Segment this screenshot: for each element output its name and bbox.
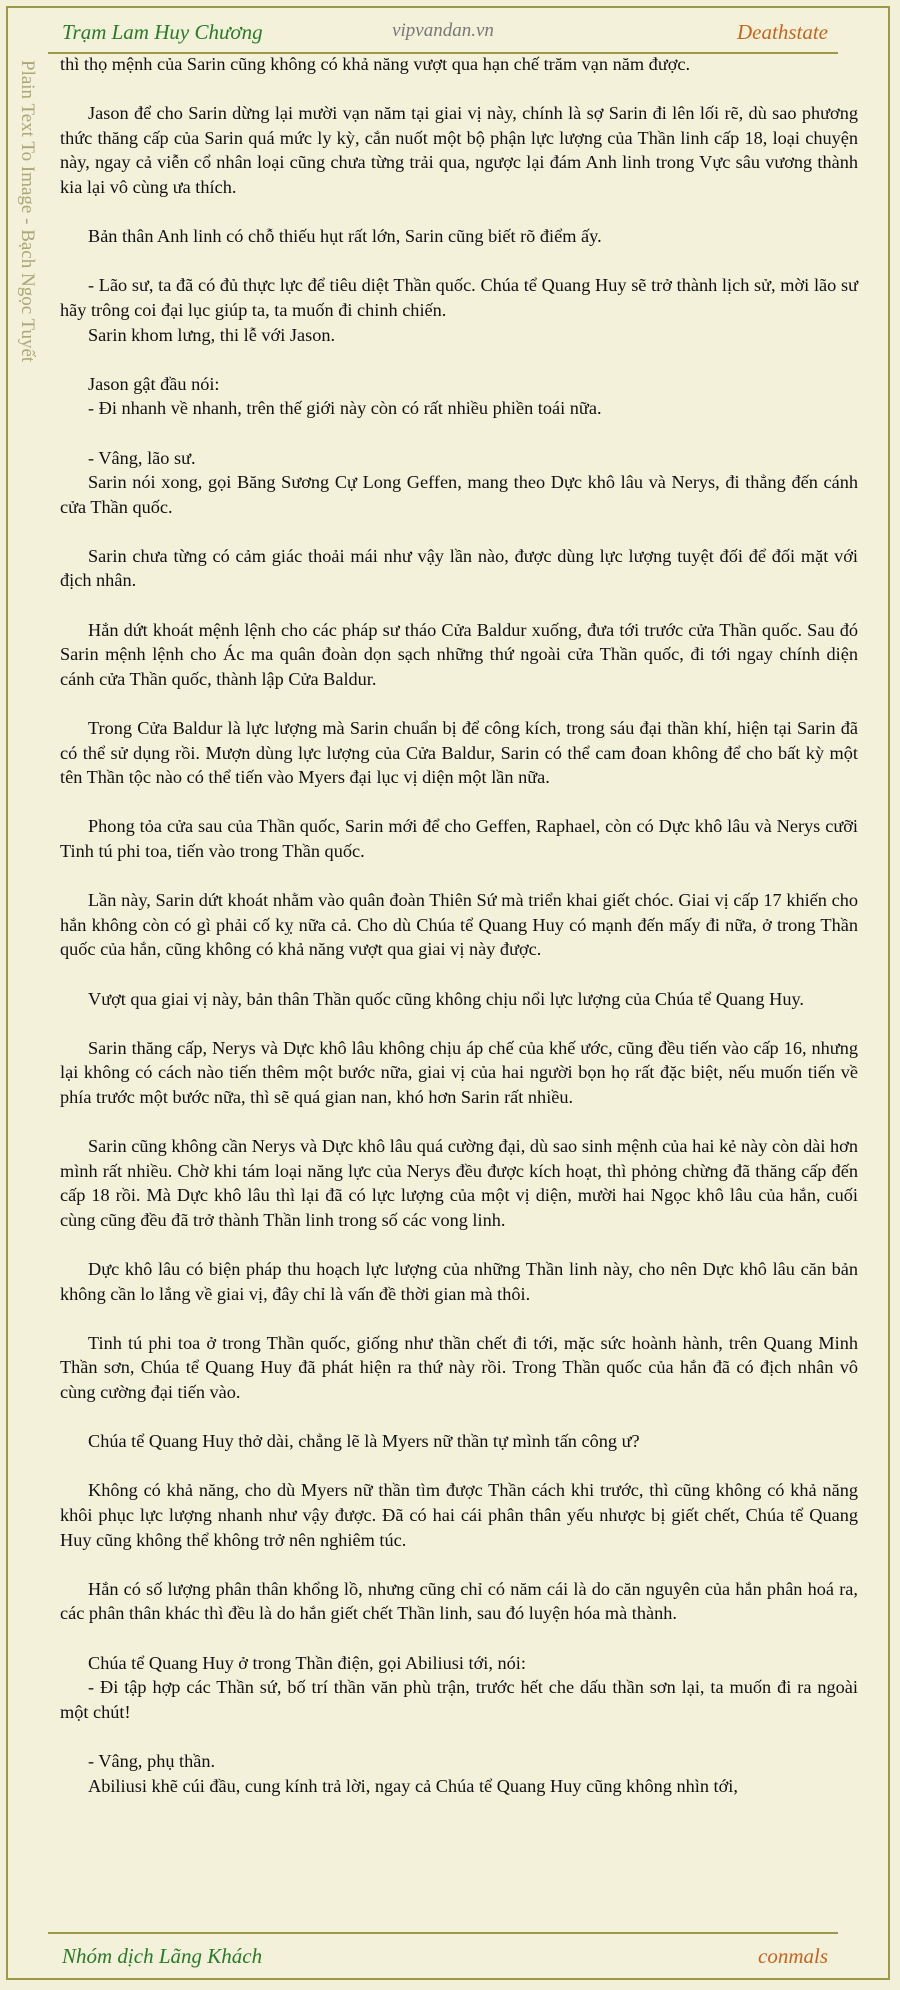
- page-header: [48, 8, 838, 54]
- dialogue-line: - Vâng, phụ thần.: [88, 1750, 216, 1771]
- footer-group: Nhóm dịch Lãng Khách: [62, 1944, 263, 1968]
- paragraph: Tinh tú phi toa ở trong Thần quốc, giống như thần chết đi tới, mặc sức hoành hành, trên Quang Minh Thần sơn, Chúa tể Quang Huy đã phát hiện ra thứ này rồi. Trong Thần quốc của hắn đã có địch nhân vô cùng cường đại tiến vào.: [60, 1332, 858, 1403]
- paragraph: Chúa tể Quang Huy ở trong Thần điện, gọi Abiliusi tới, nói:: [88, 1652, 526, 1673]
- header-author: Deathstate: [737, 20, 828, 44]
- dialogue-line: - Lão sư, ta đã có đủ thực lực để tiêu diệt Thần quốc. Chúa tể Quang Huy sẽ trở thành lịch sử, mời lão sư hãy trông coi đại lục giúp ta, ta muốn đi chinh chiến.: [60, 275, 858, 320]
- paragraph: Trong Cửa Baldur là lực lượng mà Sarin chuẩn bị để công kích, trong sáu đại thần khí, hiện tại Sarin đã có thể sử dụng rồi. Mượn dùng lực lượng của Cửa Baldur, Sarin có thể cam đoan không để cho bất kỳ một tên Thần tộc nào có thể tiến vào Myers đại lục vị diện một lần nữa.: [60, 718, 858, 788]
- header-site: vipvandan.vn: [392, 20, 494, 41]
- paragraph: Hắn có số lượng phân thân khổng lồ, nhưng cũng chỉ có năm cái là do căn nguyên của hắn phân hoá ra, các phân thân khác thì đều là do hắn giết chết Thần linh, sau đó luyện hóa mà thành.: [60, 1578, 858, 1624]
- paragraph: Lần này, Sarin dứt khoát nhằm vào quân đoàn Thiên Sứ mà triển khai giết chóc. Giai vị cấp 17 khiến cho hắn không còn có gì phải cố kỵ nữa cả. Cho dù Chúa tể Quang Huy có mạnh đến mấy đi nữa, ở trong Thần quốc của hắn, cũng không có khả năng vượt qua giai vị này được.: [60, 890, 858, 960]
- dialogue-line: - Đi tập hợp các Thần sứ, bố trí thần văn phù trận, trước hết che dấu thần sơn lại, ta muốn đi ra ngoài một chút!: [60, 1677, 858, 1722]
- paragraph: Vượt qua giai vị này, bản thân Thần quốc cũng không chịu nổi lực lượng của Chúa tể Quang Huy.: [88, 988, 805, 1009]
- paragraph: Sarin nói xong, gọi Băng Sương Cự Long Geffen, mang theo Dực khô lâu và Nerys, đi thẳng đến cánh cửa Thần quốc.: [60, 472, 858, 517]
- paragraph: Chúa tể Quang Huy thở dài, chẳng lẽ là Myers nữ thần tự mình tấn công ư?: [88, 1431, 640, 1452]
- paragraph: Không có khả năng, cho dù Myers nữ thần tìm được Thần cách khi trước, thì cũng không có khả năng khôi phục lực lượng nhanh như vậy được. Đã có hai cái phân thân yếu nhược bị giết chết, Chúa tể Quang Huy cũng không thể không trở nên nghiêm túc.: [60, 1480, 858, 1550]
- paragraph: Phong tỏa cửa sau của Thần quốc, Sarin mới để cho Geffen, Raphael, còn có Dực khô lâu và Nerys cưỡi Tinh tú phi toa, tiến vào trong Thần quốc.: [60, 816, 858, 861]
- paragraph: Sarin chưa từng có cảm giác thoải mái như vậy lần nào, được dùng lực lượng tuyệt đối để đối mặt với địch nhân.: [60, 545, 858, 591]
- side-watermark: [12, 60, 46, 480]
- header-translator: Trạm Lam Huy Chương: [62, 20, 263, 44]
- paragraph: Hắn dứt khoát mệnh lệnh cho các pháp sư tháo Cửa Baldur xuống, đưa tới trước cửa Thần quốc. Sau đó Sarin mệnh lệnh cho Ác ma quân đoàn dọn sạch những thứ ngoài cửa Thần quốc, đi tới ngay chính diện cánh cửa Thần quốc, thành lập Cửa Baldur.: [60, 619, 858, 689]
- page-footer: [48, 1932, 838, 1978]
- paragraph: Jason gật đầu nói:: [88, 373, 220, 394]
- paragraph: Sarin khom lưng, thi lễ với Jason.: [88, 324, 336, 345]
- paragraph: Sarin thăng cấp, Nerys và Dực khô lâu không chịu áp chế của khế ước, cũng đều tiến vào cấp 16, nhưng lại không có cách nào tiến thêm một bước nữa, giai vị của hai người bọn họ rất đặc biệt, nếu muốn tiến về phía trước một bước nữa, thì sẽ quá gian nan, khó hơn Sarin rất nhiều.: [60, 1037, 858, 1107]
- paragraph: Dực khô lâu có biện pháp thu hoạch lực lượng của những Thần linh này, cho nên Dực khô lâu căn bản không cần lo lắng về giai vị, đây chỉ là vấn đề thời gian mà thôi.: [60, 1259, 858, 1304]
- paragraph: thì thọ mệnh của Sarin cũng không có khả năng vượt qua hạn chế trăm vạn năm được.: [60, 54, 691, 74]
- footer-editor: conmals: [758, 1944, 828, 1968]
- paragraph: Jason để cho Sarin dừng lại mười vạn năm tại giai vị này, chính là sợ Sarin đi lên lối rẽ, dù sao phương thức thăng cấp của Sarin quá mức ly kỳ, cắn nuốt một bộ phận lực lượng của Thần linh cấp 18, loại chuyện này, ngay cả viễn cổ nhân loại cũng chưa từng trải qua, ngược lại đám Anh linh trong Vực sâu vương thành kia lại vô cùng ưa thích.: [60, 103, 858, 197]
- dialogue-line: - Đi nhanh về nhanh, trên thế giới này còn có rất nhiều phiền toái nữa.: [88, 398, 602, 419]
- chapter-text: [60, 52, 858, 1798]
- paragraph: Sarin cũng không cần Nerys và Dực khô lâu quá cường đại, dù sao sinh mệnh của hai kẻ này còn dài hơn mình rất nhiều. Chờ khi tám loại năng lực của Nerys đều được kích hoạt, thì phỏng chừng đã thăng cấp đến cấp 18 rồi. Mà Dực khô lâu thì lại đã có lực lượng của một vị diện, mười hai Ngọc khô lâu của hắn, cuối cùng cũng đều đã trở thành Thần linh trong số các vong linh.: [60, 1136, 858, 1230]
- side-watermark-text: Plain Text To Image - Bạch Ngọc Tuyết: [17, 60, 38, 363]
- paragraph: Abiliusi khẽ cúi đầu, cung kính trả lời, ngay cả Chúa tể Quang Huy cũng không nhìn tới,: [88, 1775, 738, 1796]
- paragraph: Bản thân Anh linh có chỗ thiếu hụt rất lớn, Sarin cũng biết rõ điểm ấy.: [88, 226, 602, 247]
- page-frame: [6, 6, 890, 1980]
- dialogue-line: - Vâng, lão sư.: [88, 447, 196, 468]
